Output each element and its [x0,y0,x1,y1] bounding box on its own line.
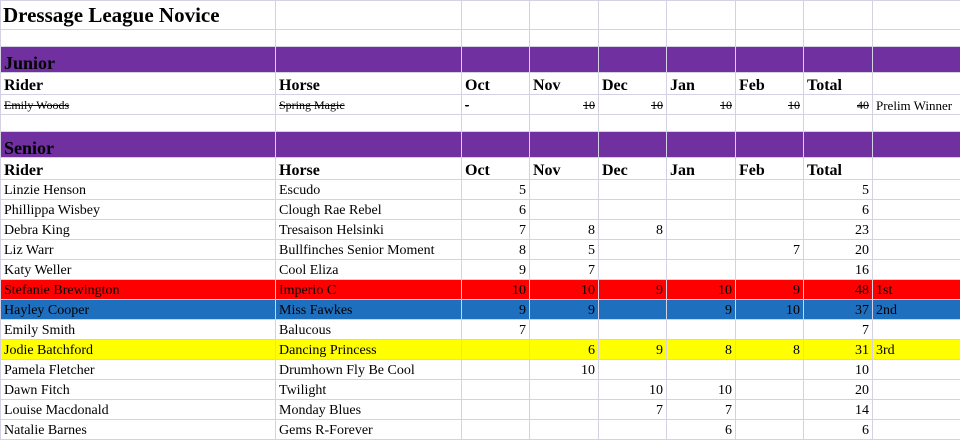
header-oct[interactable]: Oct [462,73,530,95]
nov-cell[interactable] [530,380,599,400]
jan-cell[interactable]: 8 [667,340,736,360]
jan-cell[interactable] [667,360,736,380]
rider-cell[interactable]: Debra King [1,220,276,240]
dec-cell[interactable]: 10 [599,380,667,400]
cell[interactable] [873,115,960,132]
dec-cell[interactable] [599,300,667,320]
note-cell[interactable] [873,200,960,220]
feb-cell[interactable] [736,380,804,400]
horse-cell[interactable]: Escudo [276,180,462,200]
oct-cell[interactable]: 5 [462,180,530,200]
cell[interactable] [736,30,804,47]
oct-cell[interactable]: - [462,95,530,115]
cell[interactable] [599,132,667,158]
cell[interactable] [1,30,276,47]
nov-cell[interactable] [530,420,599,440]
cell[interactable] [667,1,736,30]
rider-cell[interactable]: Dawn Fitch [1,380,276,400]
nov-cell[interactable]: 10 [530,95,599,115]
header-horse[interactable]: Horse [276,73,462,95]
cell[interactable] [530,132,599,158]
horse-cell[interactable]: Cool Eliza [276,260,462,280]
table-row [1,200,960,220]
dec-cell[interactable] [599,420,667,440]
rider-cell[interactable]: Emily Woods [1,95,276,115]
note-cell[interactable]: 1st [873,280,960,300]
header-row-senior [1,158,960,180]
feb-cell[interactable] [736,320,804,340]
header-row-junior [1,73,960,95]
cell[interactable] [873,132,960,158]
cell[interactable] [804,115,873,132]
oct-cell[interactable]: 8 [462,240,530,260]
total-cell[interactable]: 31 [804,340,873,360]
header-jan[interactable]: Jan [667,73,736,95]
note-cell[interactable] [873,180,960,200]
total-cell[interactable]: 6 [804,420,873,440]
total-cell[interactable]: 10 [804,360,873,380]
table-row [1,280,960,300]
cell[interactable] [599,30,667,47]
jan-cell[interactable]: 6 [667,420,736,440]
feb-cell[interactable]: 10 [736,300,804,320]
feb-cell[interactable]: 8 [736,340,804,360]
feb-cell[interactable] [736,260,804,280]
cell[interactable] [530,30,599,47]
nov-cell[interactable]: 9 [530,300,599,320]
dec-cell[interactable]: 9 [599,280,667,300]
header-feb[interactable]: Feb [736,73,804,95]
nov-cell[interactable]: 5 [530,240,599,260]
cell[interactable] [462,47,530,73]
rider-cell[interactable]: Jodie Batchford [1,340,276,360]
dec-cell[interactable] [599,180,667,200]
note-cell[interactable] [873,420,960,440]
cell[interactable] [530,1,599,30]
horse-cell[interactable]: Miss Fawkes [276,300,462,320]
cell[interactable] [462,30,530,47]
dec-cell[interactable]: 10 [599,95,667,115]
cell[interactable] [599,47,667,73]
note-cell[interactable]: 2nd [873,300,960,320]
table-row [1,300,960,320]
note-cell[interactable] [873,240,960,260]
dec-cell[interactable] [599,360,667,380]
feb-cell[interactable] [736,180,804,200]
feb-cell[interactable]: 9 [736,280,804,300]
cell[interactable] [736,115,804,132]
note-cell[interactable] [873,360,960,380]
section-row-junior [1,47,960,73]
cell[interactable] [667,30,736,47]
cell[interactable] [530,47,599,73]
header-total[interactable]: Total [804,73,873,95]
cell[interactable] [276,115,462,132]
rider-cell[interactable]: Hayley Cooper [1,300,276,320]
note-cell[interactable] [873,260,960,280]
table-row [1,220,960,240]
feb-cell[interactable] [736,220,804,240]
total-cell[interactable]: 5 [804,180,873,200]
table-row [1,95,960,115]
feb-cell[interactable] [736,400,804,420]
total-cell[interactable]: 40 [804,95,873,115]
horse-cell[interactable]: Spring Magic [276,95,462,115]
oct-cell[interactable] [462,340,530,360]
cell[interactable] [1,115,276,132]
blank-row [1,30,960,47]
oct-cell[interactable] [462,400,530,420]
cell[interactable] [599,1,667,30]
total-cell[interactable]: 7 [804,320,873,340]
table-row [1,180,960,200]
table-row [1,260,960,280]
cell[interactable] [667,47,736,73]
table-row [1,420,960,440]
note-cell[interactable]: 3rd [873,340,960,360]
blank-row [1,115,960,132]
jan-cell[interactable]: 10 [667,280,736,300]
oct-cell[interactable]: 7 [462,320,530,340]
cell[interactable] [736,132,804,158]
header-horse[interactable]: Horse [276,158,462,180]
dec-cell[interactable] [599,320,667,340]
horse-cell[interactable]: Clough Rae Rebel [276,200,462,220]
cell[interactable] [599,115,667,132]
header-rider[interactable]: Rider [1,158,276,180]
nov-cell[interactable]: 6 [530,340,599,360]
cell[interactable] [873,158,960,180]
cell[interactable] [804,30,873,47]
cell[interactable] [873,30,960,47]
total-cell[interactable]: 20 [804,380,873,400]
header-dec[interactable]: Dec [599,73,667,95]
note-cell[interactable] [873,220,960,240]
rider-cell[interactable]: Katy Weller [1,260,276,280]
oct-cell[interactable] [462,420,530,440]
nov-cell[interactable]: 8 [530,220,599,240]
nov-cell[interactable] [530,180,599,200]
table-row [1,340,960,360]
cell[interactable] [804,1,873,30]
cell[interactable] [462,115,530,132]
cell[interactable] [873,47,960,73]
nov-cell[interactable]: 7 [530,260,599,280]
oct-cell[interactable]: 7 [462,220,530,240]
dec-cell[interactable]: 9 [599,340,667,360]
title-row [1,1,960,30]
header-rider[interactable]: Rider [1,73,276,95]
horse-cell[interactable]: Bullfinches Senior Moment [276,240,462,260]
oct-cell[interactable]: 6 [462,200,530,220]
header-dec[interactable]: Dec [599,158,667,180]
jan-cell[interactable] [667,240,736,260]
rider-cell[interactable]: Linzie Henson [1,180,276,200]
section-row-senior [1,132,960,158]
feb-cell[interactable]: 10 [736,95,804,115]
nov-cell[interactable]: 10 [530,360,599,380]
cell[interactable] [276,1,462,30]
header-oct[interactable]: Oct [462,158,530,180]
feb-cell[interactable] [736,200,804,220]
note-cell[interactable]: Prelim Winner [873,95,960,115]
jan-cell[interactable]: 9 [667,300,736,320]
total-cell[interactable]: 37 [804,300,873,320]
dec-cell[interactable] [599,240,667,260]
oct-cell[interactable] [462,380,530,400]
header-jan[interactable]: Jan [667,158,736,180]
senior-rows [1,180,960,440]
nov-cell[interactable] [530,320,599,340]
cell[interactable] [873,73,960,95]
jan-cell[interactable]: 10 [667,95,736,115]
cell[interactable] [667,132,736,158]
section-label-senior[interactable]: Senior [1,132,276,158]
nov-cell[interactable] [530,200,599,220]
header-total[interactable]: Total [804,158,873,180]
jan-cell[interactable]: 10 [667,380,736,400]
horse-cell[interactable]: Monday Blues [276,400,462,420]
rider-cell[interactable]: Louise Macdonald [1,400,276,420]
total-cell[interactable]: 14 [804,400,873,420]
horse-cell[interactable]: Dancing Princess [276,340,462,360]
rider-cell[interactable]: Phillippa Wisbey [1,200,276,220]
dec-cell[interactable] [599,200,667,220]
dec-cell[interactable]: 8 [599,220,667,240]
cell[interactable] [736,47,804,73]
total-cell[interactable]: 6 [804,200,873,220]
table-row [1,400,960,420]
note-cell[interactable] [873,400,960,420]
jan-cell[interactable] [667,320,736,340]
table-row [1,360,960,380]
jan-cell[interactable] [667,180,736,200]
total-cell[interactable]: 48 [804,280,873,300]
header-nov[interactable]: Nov [530,158,599,180]
table-row [1,320,960,340]
total-cell[interactable]: 16 [804,260,873,280]
cell[interactable] [873,1,960,30]
feb-cell[interactable] [736,360,804,380]
rider-cell[interactable]: Pamela Fletcher [1,360,276,380]
header-feb[interactable]: Feb [736,158,804,180]
rider-cell[interactable]: Emily Smith [1,320,276,340]
nov-cell[interactable]: 10 [530,280,599,300]
jan-cell[interactable]: 7 [667,400,736,420]
nov-cell[interactable] [530,400,599,420]
rider-cell[interactable]: Liz Warr [1,240,276,260]
dec-cell[interactable]: 7 [599,400,667,420]
cell[interactable] [462,1,530,30]
table-row [1,240,960,260]
horse-cell[interactable]: Tresaison Helsinki [276,220,462,240]
cell[interactable] [804,47,873,73]
cell[interactable] [276,30,462,47]
cell[interactable] [530,115,599,132]
cell[interactable] [276,132,462,158]
cell[interactable] [276,47,462,73]
note-cell[interactable] [873,320,960,340]
total-cell[interactable]: 20 [804,240,873,260]
rider-cell[interactable]: Stefanie Brewington [1,280,276,300]
cell[interactable] [804,132,873,158]
total-cell[interactable]: 23 [804,220,873,240]
horse-cell[interactable]: Drumhown Fly Be Cool [276,360,462,380]
dec-cell[interactable] [599,260,667,280]
horse-cell[interactable]: Gems R-Forever [276,420,462,440]
horse-cell[interactable]: Balucous [276,320,462,340]
feb-cell[interactable]: 7 [736,240,804,260]
rider-cell[interactable]: Natalie Barnes [1,420,276,440]
table-row [1,380,960,400]
horse-cell[interactable]: Twilight [276,380,462,400]
oct-cell[interactable]: 10 [462,280,530,300]
horse-cell[interactable]: Imperio C [276,280,462,300]
oct-cell[interactable] [462,360,530,380]
oct-cell[interactable]: 9 [462,300,530,320]
oct-cell[interactable]: 9 [462,260,530,280]
cell[interactable] [736,1,804,30]
section-label-junior[interactable]: Junior [1,47,276,73]
cell[interactable] [462,132,530,158]
jan-cell[interactable] [667,220,736,240]
note-cell[interactable] [873,380,960,400]
sheet-title[interactable]: Dressage League Novice [1,1,276,30]
cell[interactable] [667,115,736,132]
header-nov[interactable]: Nov [530,73,599,95]
jan-cell[interactable] [667,260,736,280]
jan-cell[interactable] [667,200,736,220]
feb-cell[interactable] [736,420,804,440]
